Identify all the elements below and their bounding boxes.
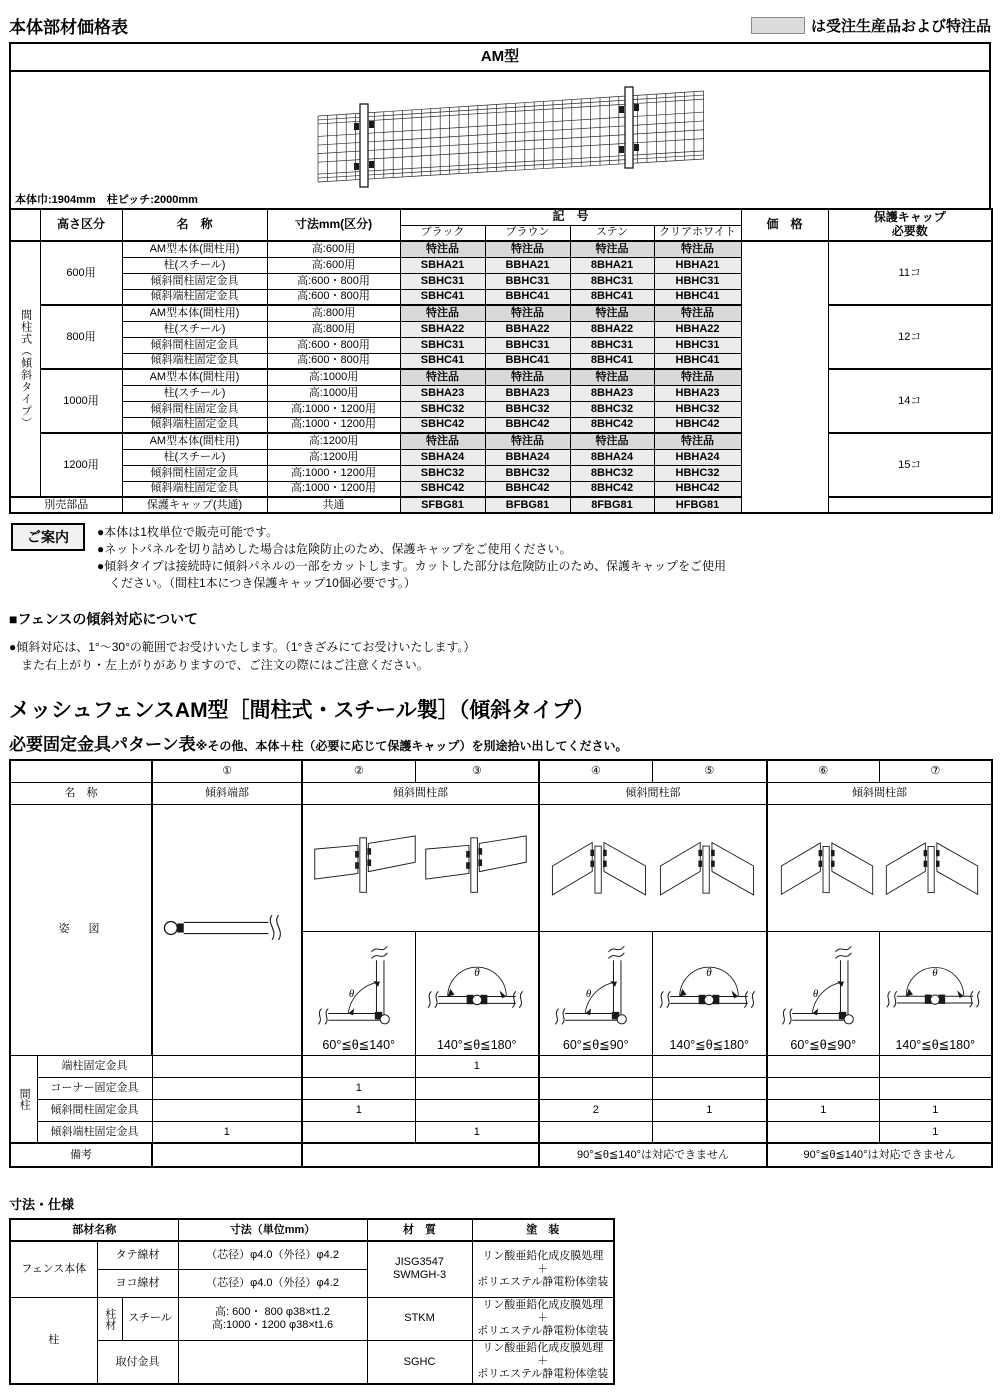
- spec-coating: [472, 1241, 614, 1297]
- part-name: 柱(スチール): [122, 449, 267, 465]
- col-header-height: 高さ区分: [40, 209, 122, 241]
- guide-line: ●ネットパネルを切り詰めした場合は危険防止のため、保護キャップをご使用ください。: [97, 542, 572, 557]
- code-cell: 特注品: [654, 369, 741, 385]
- cap-qty: 12コ: [828, 305, 992, 369]
- price-cell: [741, 241, 828, 513]
- spec-pillar-label: 柱: [10, 1297, 97, 1384]
- corner-angle-diagram: [775, 932, 871, 1036]
- cap-qty: 15コ: [828, 433, 992, 497]
- part-size: 共通: [267, 497, 400, 513]
- code-cell: HBHC32: [654, 465, 741, 481]
- angle-range: 140°≦θ≦180°: [895, 1037, 976, 1052]
- end-part-diagram: [158, 908, 296, 948]
- part-name: 傾斜間柱固定金具: [122, 465, 267, 481]
- spec-size: （芯径）φ4.0（外径）φ4.2: [178, 1241, 367, 1269]
- mesh-fence-drawing: [296, 74, 726, 204]
- fitting-row-label: 傾斜端柱固定金具: [37, 1121, 152, 1143]
- part-size: 高:600用: [267, 241, 400, 257]
- qty-cell: [415, 1099, 539, 1121]
- part-name: 傾斜端柱固定金具: [122, 289, 267, 305]
- table-row: [10, 241, 992, 257]
- figure-end-part: [152, 804, 302, 1055]
- angle-range: 60°≦θ≦90°: [562, 1037, 629, 1052]
- corner-angle-diagram: [548, 932, 644, 1036]
- guide-line: ●傾斜タイプは接続時に傾斜パネルの一部をカットします。カットした部分は危険防止のため、保護キャップをご使用: [97, 559, 726, 574]
- panel-pair-diagram: [776, 832, 878, 900]
- code-cell: BBHA24: [485, 449, 570, 465]
- part-name: AM型本体(間柱用): [122, 305, 267, 321]
- col-num-3: ③: [415, 760, 539, 782]
- part-name: AM型本体(間柱用): [122, 241, 267, 257]
- qty-cell: 1: [767, 1099, 879, 1121]
- coating-line3: ポリエステル静電粉体塗装: [477, 1275, 609, 1288]
- coating-line2: ＋: [537, 1355, 549, 1368]
- qty-cell: 1: [652, 1099, 767, 1121]
- qty-cell: 1: [415, 1055, 539, 1077]
- spec-title: 寸法・仕様: [9, 1197, 75, 1213]
- code-cell: BBHC42: [485, 417, 570, 433]
- slope-section: [9, 609, 991, 674]
- code-cell: SBHC42: [400, 417, 485, 433]
- qty-cell: [879, 1055, 992, 1077]
- col-num-4: ④: [539, 760, 652, 782]
- code-cell: 特注品: [570, 241, 654, 257]
- code-cell: 8BHA23: [570, 385, 654, 401]
- model-name: AM型: [11, 44, 989, 72]
- part-size: 高:1000用: [267, 369, 400, 385]
- part-size: 高:1200用: [267, 433, 400, 449]
- qty-cell: [767, 1055, 879, 1077]
- guide-line: ●本体は1枚単位で販売可能です。: [97, 525, 278, 539]
- part-name: 柱(スチール): [122, 257, 267, 273]
- code-cell: 8BHC31: [570, 337, 654, 353]
- code-cell: 特注品: [570, 305, 654, 321]
- side-label: 間柱式（傾斜タイプ）: [10, 241, 40, 497]
- qty-cell: [302, 1055, 415, 1077]
- code-cell: 8BHA21: [570, 257, 654, 273]
- code-cell: BBHC32: [485, 401, 570, 417]
- flat-angle-diagram: [421, 932, 533, 1036]
- code-cell: SBHA22: [400, 321, 485, 337]
- code-cell: SBHC31: [400, 337, 485, 353]
- code-cell: HBHA24: [654, 449, 741, 465]
- panel-pair-diagram: [547, 832, 651, 900]
- qty-cell: [415, 1077, 539, 1099]
- material-line1: JISG3547: [395, 1255, 444, 1268]
- group-name-2: 傾斜間柱部: [302, 782, 539, 804]
- qty-cell: 1: [302, 1077, 415, 1099]
- table-row: [10, 433, 992, 449]
- code-cell: 特注品: [654, 305, 741, 321]
- code-cell: SBHA24: [400, 449, 485, 465]
- legend: [751, 15, 991, 36]
- code-cell: 8BHC32: [570, 401, 654, 417]
- part-size: 高:600・800用: [267, 273, 400, 289]
- qty-cell: [152, 1077, 302, 1099]
- col-header-name: 名 称: [122, 209, 267, 241]
- panel-pair-diagram: [655, 832, 759, 900]
- part-size: 高:600・800用: [267, 353, 400, 369]
- cap-qty-empty: [828, 497, 992, 513]
- spec-coating: [472, 1340, 614, 1384]
- code-cell: HBHA22: [654, 321, 741, 337]
- slope-line: ●傾斜対応は、1°～30°の範囲でお受けいたします。（1°きざみにてお受けいたします。）: [9, 640, 476, 655]
- code-cell: HBHC42: [654, 481, 741, 497]
- code-cell: 8BHA24: [570, 449, 654, 465]
- pattern-subtitle-note: ※その他、本体＋柱（必要に応じて保護キャップ）を別途拾い出してください。: [195, 739, 628, 754]
- spec-header-coating: 塗 装: [472, 1219, 614, 1241]
- angle-cell-4: [539, 931, 652, 1055]
- part-name: 傾斜間柱固定金具: [122, 401, 267, 417]
- qty-cell: 1: [415, 1121, 539, 1143]
- coating-line1: リン酸亜鉛化成皮膜処理: [482, 1298, 604, 1311]
- qty-cell: [539, 1077, 652, 1099]
- height-group: 1200用: [40, 433, 122, 497]
- part-size: 高:800用: [267, 321, 400, 337]
- part-name: AM型本体(間柱用): [122, 433, 267, 449]
- code-cell: BBHA23: [485, 385, 570, 401]
- code-cell: BFBG81: [485, 497, 570, 513]
- pillar-size-line2: 高:1000・1200 φ38×t1.6: [211, 1318, 334, 1331]
- pillar-size-line1: 高: 600・ 800 φ38×t1.2: [214, 1305, 331, 1318]
- material-line2: SWMGH-3: [392, 1269, 447, 1282]
- corner-cell: [10, 209, 40, 241]
- angle-cell-5: [652, 931, 767, 1055]
- angle-cell-3: [415, 931, 539, 1055]
- slope-title: ■フェンスの傾斜対応について: [9, 611, 199, 628]
- price-table: [9, 208, 993, 514]
- spec-part: 取付金具: [97, 1340, 178, 1384]
- color-header-clearwhite: クリアホワイト: [654, 225, 741, 241]
- part-size: 高:1000・1200用: [267, 465, 400, 481]
- qty-cell: [767, 1077, 879, 1099]
- code-cell: 特注品: [485, 433, 570, 449]
- code-cell: 特注品: [570, 433, 654, 449]
- spec-part: ヨコ線材: [97, 1269, 178, 1297]
- spec-part: タテ線材: [97, 1241, 178, 1269]
- angle-range: 140°≦θ≦180°: [436, 1037, 517, 1052]
- flat-angle-diagram: [653, 932, 765, 1036]
- spec-size: （芯径）φ4.0（外径）φ4.2: [178, 1269, 367, 1297]
- slope-line: また右上がり・左上がりがありますので、ご注文の際にはご注意ください。: [9, 658, 429, 673]
- code-cell: 特注品: [485, 241, 570, 257]
- corner-angle-diagram: [311, 932, 407, 1036]
- qty-cell: [152, 1055, 302, 1077]
- code-cell: SBHC41: [400, 289, 485, 305]
- pattern-title: メッシュフェンスAM型［間柱式・スチール製］（傾斜タイプ）: [9, 699, 595, 723]
- cap-qty: 14コ: [828, 369, 992, 433]
- corner-cell: [10, 760, 152, 782]
- col-num-5: ⑤: [652, 760, 767, 782]
- part-name: 傾斜端柱固定金具: [122, 481, 267, 497]
- part-size: 高:1000・1200用: [267, 481, 400, 497]
- code-cell: 8BHC32: [570, 465, 654, 481]
- spec-material: STKM: [367, 1297, 472, 1340]
- qty-cell: [539, 1121, 652, 1143]
- code-cell: 特注品: [400, 369, 485, 385]
- part-name: AM型本体(間柱用): [122, 369, 267, 385]
- spec-pillar-sub: 柱材: [97, 1297, 122, 1340]
- col-num-1: ①: [152, 760, 302, 782]
- pattern-table: [9, 759, 993, 1168]
- code-cell: HBHC31: [654, 337, 741, 353]
- table-row: [10, 497, 992, 513]
- figure-row-label: 姿 図: [10, 804, 152, 1055]
- group-name-4: 傾斜間柱部: [767, 782, 992, 804]
- code-cell: SBHC41: [400, 353, 485, 369]
- model-box: [9, 42, 991, 208]
- code-cell: BBHC42: [485, 481, 570, 497]
- code-cell: SBHC32: [400, 465, 485, 481]
- code-cell: BBHC31: [485, 273, 570, 289]
- part-size: 高:1000・1200用: [267, 417, 400, 433]
- part-size: 高:1200用: [267, 449, 400, 465]
- page-header: [9, 0, 991, 38]
- height-group: 600用: [40, 241, 122, 305]
- part-name: 傾斜端柱固定金具: [122, 417, 267, 433]
- spec-header-size: 寸法（単位mm）: [178, 1219, 367, 1241]
- qty-cell: 1: [152, 1121, 302, 1143]
- col-num-6: ⑥: [767, 760, 879, 782]
- angle-range: 60°≦θ≦140°: [322, 1037, 396, 1052]
- code-cell: HBHC41: [654, 289, 741, 305]
- code-cell: 8BHA22: [570, 321, 654, 337]
- code-cell: 特注品: [400, 305, 485, 321]
- code-cell: SBHC42: [400, 481, 485, 497]
- part-name: 傾斜端柱固定金具: [122, 353, 267, 369]
- angle-cell-7: [879, 931, 992, 1055]
- code-cell: HBHC31: [654, 273, 741, 289]
- part-size: 高:600・800用: [267, 289, 400, 305]
- code-cell: SBHA21: [400, 257, 485, 273]
- page-title: 本体部材価格表: [9, 17, 128, 37]
- code-cell: HBHC42: [654, 417, 741, 433]
- remarks-label: 備考: [10, 1143, 152, 1167]
- qty-cell: 1: [879, 1099, 992, 1121]
- qty-cell: [879, 1077, 992, 1099]
- coating-line3: ポリエステル静電粉体塗装: [477, 1325, 609, 1338]
- code-cell: 特注品: [570, 369, 654, 385]
- spec-size: [178, 1297, 367, 1340]
- group-name-1: 傾斜端部: [152, 782, 302, 804]
- code-cell: HBHA21: [654, 257, 741, 273]
- code-cell: BBHC41: [485, 289, 570, 305]
- figure-group-6-7: [767, 804, 992, 931]
- qty-cell: [767, 1121, 879, 1143]
- col-num-2: ②: [302, 760, 415, 782]
- spec-header-material: 材 質: [367, 1219, 472, 1241]
- fence-illustration: [11, 72, 989, 208]
- legend-swatch: [751, 17, 805, 34]
- part-size: 高:600・800用: [267, 337, 400, 353]
- code-cell: SBHC32: [400, 401, 485, 417]
- name-header: 名 称: [10, 782, 152, 804]
- col-num-7: ⑦: [879, 760, 992, 782]
- coating-line3: ポリエステル静電粉体塗装: [477, 1368, 609, 1381]
- part-name: 保護キャップ(共通): [122, 497, 267, 513]
- remarks-cell: [152, 1143, 302, 1167]
- part-name: 柱(スチール): [122, 385, 267, 401]
- guide-section: [9, 523, 991, 592]
- code-cell: BBHA22: [485, 321, 570, 337]
- height-group: 800用: [40, 305, 122, 369]
- spec-size-empty: [178, 1340, 367, 1384]
- qty-cell: 2: [539, 1099, 652, 1121]
- fitting-row-label: 端柱固定金具: [37, 1055, 152, 1077]
- code-cell: 8FBG81: [570, 497, 654, 513]
- color-header-sten: ステン: [570, 225, 654, 241]
- fitting-row-label: コーナー固定金具: [37, 1077, 152, 1099]
- panel-pair-diagram: [881, 832, 983, 900]
- remarks-cell: [302, 1143, 539, 1167]
- coating-line1: リン酸亜鉛化成皮膜処理: [482, 1249, 604, 1262]
- code-cell: SFBG81: [400, 497, 485, 513]
- part-size: 高:1000用: [267, 385, 400, 401]
- code-cell: 特注品: [485, 369, 570, 385]
- part-name: 傾斜間柱固定金具: [122, 337, 267, 353]
- remarks-cell: 90°≦θ≦140°は対応できません: [767, 1143, 992, 1167]
- table-row: [10, 305, 992, 321]
- part-name: 傾斜間柱固定金具: [122, 273, 267, 289]
- qty-cell: [652, 1121, 767, 1143]
- code-cell: BBHC31: [485, 337, 570, 353]
- angle-cell-6: [767, 931, 879, 1055]
- color-header-black: ブラック: [400, 225, 485, 241]
- panel-pair-diagram: [311, 832, 419, 900]
- col-header-price: 価 格: [741, 209, 828, 241]
- spec-coating: [472, 1297, 614, 1340]
- code-cell: 8BHC42: [570, 481, 654, 497]
- col-header-size: 寸法mm(区分): [267, 209, 400, 241]
- code-cell: 特注品: [654, 433, 741, 449]
- code-cell: BBHC41: [485, 353, 570, 369]
- spec-header-part: 部材名称: [10, 1219, 178, 1241]
- guide-label: ご案内: [11, 523, 85, 551]
- code-cell: BBHA21: [485, 257, 570, 273]
- code-cell: 8BHC31: [570, 273, 654, 289]
- spec-table: [9, 1218, 615, 1385]
- part-name: 柱(スチール): [122, 321, 267, 337]
- qty-cell: [652, 1055, 767, 1077]
- angle-range: 140°≦θ≦180°: [669, 1037, 750, 1052]
- code-cell: HFBG81: [654, 497, 741, 513]
- qty-cell: [539, 1055, 652, 1077]
- code-cell: BBHC32: [485, 465, 570, 481]
- spec-material: SGHC: [367, 1340, 472, 1384]
- cap-qty: 11コ: [828, 241, 992, 305]
- qty-cell: [152, 1099, 302, 1121]
- figure-group-4-5: [539, 804, 767, 931]
- col-header-code: 記 号: [400, 209, 741, 225]
- figure-group-2-3: [302, 804, 539, 931]
- guide-lines: [97, 523, 726, 592]
- qty-cell: [652, 1077, 767, 1099]
- angle-range: 60°≦θ≦90°: [790, 1037, 857, 1052]
- part-size: 高:800用: [267, 305, 400, 321]
- spec-part: スチール: [122, 1297, 178, 1340]
- code-cell: HBHC41: [654, 353, 741, 369]
- spec-fence-label: フェンス本体: [10, 1241, 97, 1297]
- part-size: 高:600用: [267, 257, 400, 273]
- code-cell: 特注品: [485, 305, 570, 321]
- group-name-3: 傾斜間柱部: [539, 782, 767, 804]
- code-cell: 特注品: [400, 433, 485, 449]
- qty-cell: 1: [302, 1099, 415, 1121]
- cap-header-line2: 必要数: [891, 224, 928, 238]
- slope-lines: [9, 638, 991, 674]
- code-cell: 特注品: [400, 241, 485, 257]
- code-cell: 8BHC41: [570, 353, 654, 369]
- remarks-cell: 90°≦θ≦140°は対応できません: [539, 1143, 767, 1167]
- qty-cell: 1: [879, 1121, 992, 1143]
- flat-angle-diagram: [880, 932, 990, 1036]
- height-group: 1000用: [40, 369, 122, 433]
- guide-line: ください。（間柱1本につき保護キャップ10個必要です。）: [97, 576, 416, 591]
- code-cell: 8BHC42: [570, 417, 654, 433]
- code-cell: SBHA23: [400, 385, 485, 401]
- code-cell: HBHC32: [654, 401, 741, 417]
- part-size: 高:1000・1200用: [267, 401, 400, 417]
- pattern-subtitle-row: [9, 730, 991, 755]
- code-cell: HBHA23: [654, 385, 741, 401]
- cap-header-line1: 保護キャップ: [873, 210, 946, 225]
- fitting-row-label: 傾斜間柱固定金具: [37, 1099, 152, 1121]
- pattern-subtitle: 必要固定金具パターン表: [9, 735, 196, 755]
- code-cell: SBHC31: [400, 273, 485, 289]
- legend-text: は受注生産品および特注品: [810, 17, 991, 35]
- col-header-cap: [828, 209, 992, 241]
- table-row: [10, 369, 992, 385]
- code-cell: 特注品: [654, 241, 741, 257]
- spec-material: [367, 1241, 472, 1297]
- panel-pair-diagram: [422, 832, 530, 900]
- coating-line1: リン酸亜鉛化成皮膜処理: [482, 1342, 604, 1355]
- code-cell: 8BHC41: [570, 289, 654, 305]
- coating-line2: ＋: [537, 1312, 549, 1325]
- color-header-brown: ブラウン: [485, 225, 570, 241]
- coating-line2: ＋: [537, 1262, 549, 1275]
- extra-row-label: 別売部品: [10, 497, 122, 513]
- qty-cell: [302, 1121, 415, 1143]
- dimensions-note: 本体巾:1904mm 柱ピッチ:2000mm: [15, 194, 198, 206]
- side-label-mabashira: 間柱: [10, 1055, 37, 1143]
- angle-cell-2: [302, 931, 415, 1055]
